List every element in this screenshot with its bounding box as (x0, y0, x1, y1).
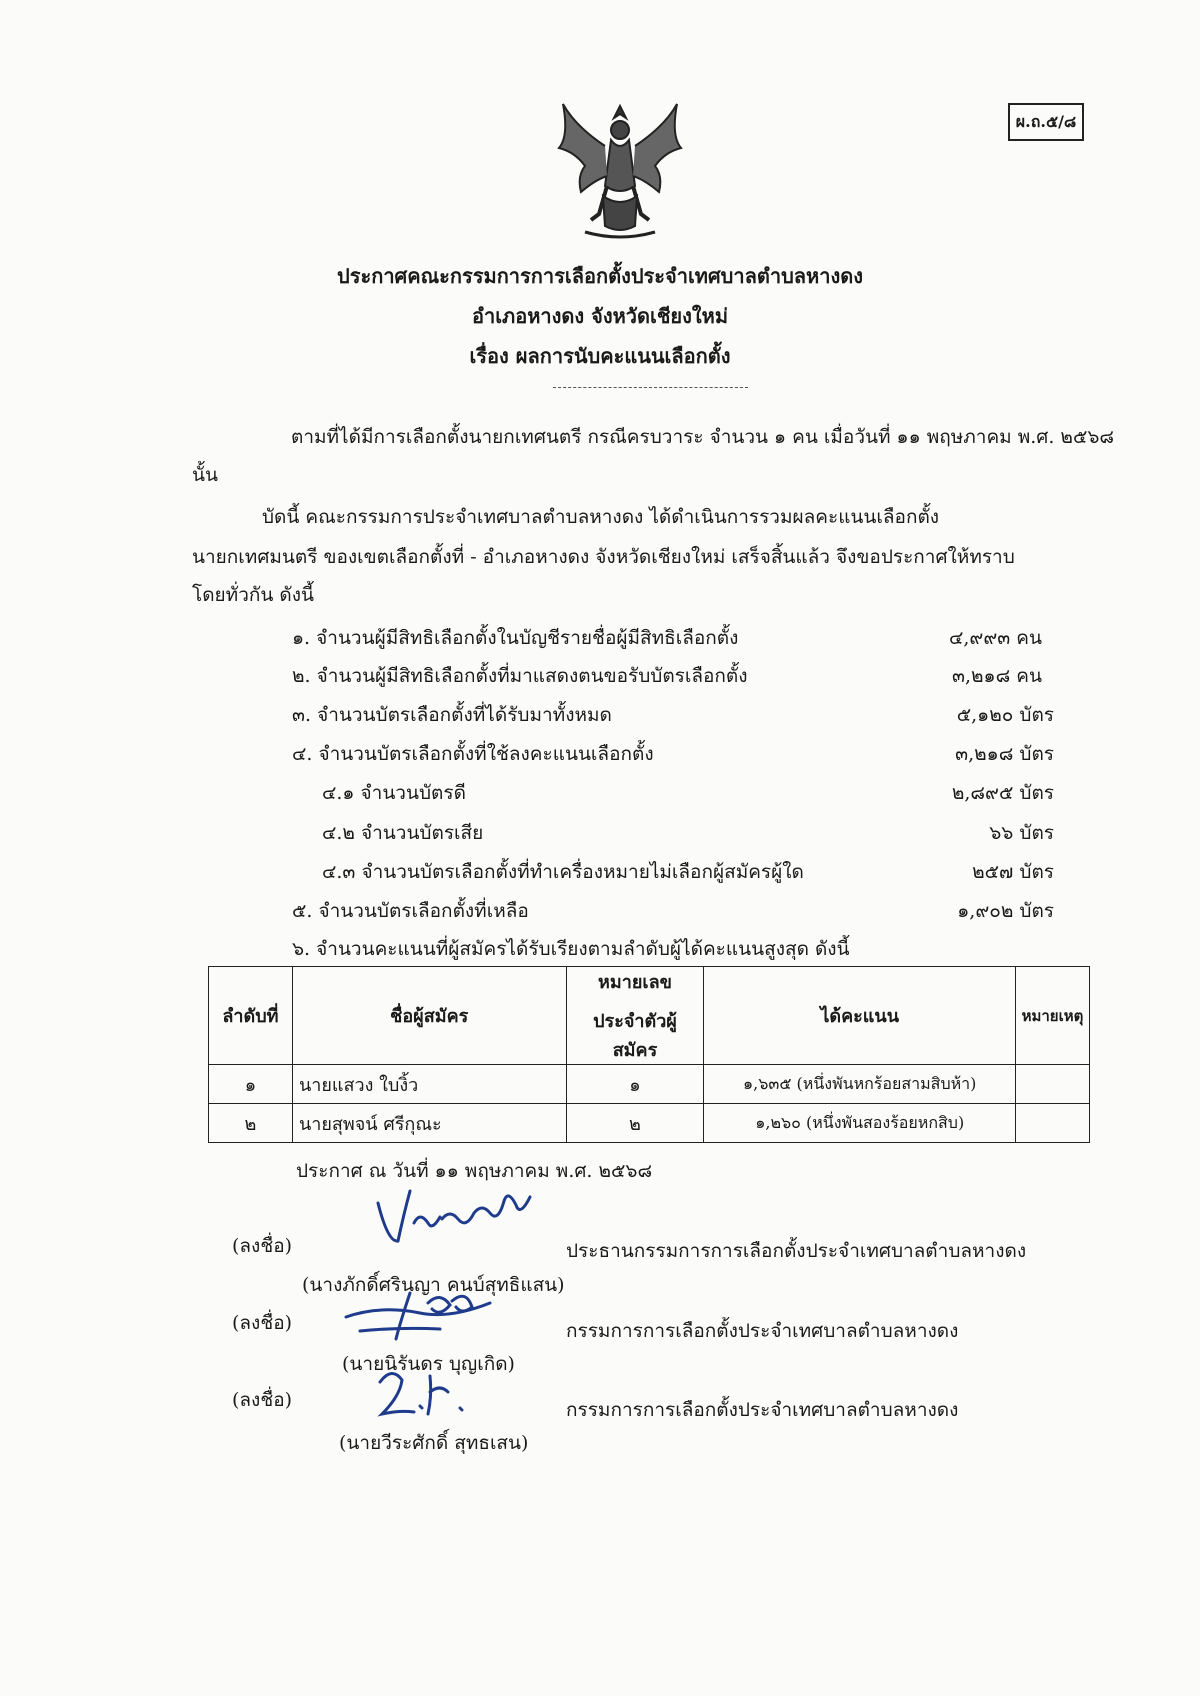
results-table (208, 966, 1090, 1143)
item-value: ๕,๑๒๐ บัตร (956, 704, 1054, 726)
sign-label: (ลงชื่อ) (232, 1312, 293, 1334)
position: กรรมการการเลือกตั้งประจำเทศบาลตำบลหางดง (566, 1320, 959, 1342)
cell-number: ๒ (566, 1104, 704, 1143)
position: ประธานกรรมการการเลือกตั้งประจำเทศบาลตำบลหางดง (566, 1240, 1027, 1262)
header-name: ชื่อผู้สมัคร (292, 967, 566, 1065)
cell-remark (1015, 1104, 1089, 1143)
header-number (566, 967, 704, 1065)
announce-date: ประกาศ ณ วันที่ ๑๑ พฤษภาคม พ.ศ. ๒๕๖๘ (296, 1160, 653, 1182)
item-value: ๓,๒๑๘ บัตร (955, 743, 1054, 765)
cell-score: ๑,๖๓๕ (หนึ่งพันหกร้อยสามสิบห้า) (704, 1065, 1016, 1104)
table-row (209, 1104, 1090, 1143)
cell-number: ๑ (566, 1065, 704, 1104)
district-line: อำเภอหางดง จังหวัดเชียงใหม่ (471, 304, 729, 328)
header-remark: หมายเหตุ (1015, 967, 1089, 1065)
title-divider (553, 387, 748, 388)
item-label: ๕. จำนวนบัตรเลือกตั้งที่เหลือ (292, 900, 529, 922)
signer-name: (นายวีระศักดิ์ สุทธเสน) (339, 1432, 529, 1454)
position: กรรมการการเลือกตั้งประจำเทศบาลตำบลหางดง (566, 1399, 959, 1421)
item-6-heading: ๖. จำนวนคะแนนที่ผู้สมัครได้รับเรียงตามลำดับผู้ได้คะแนนสูงสุด ดังนี้ (292, 938, 850, 960)
cell-name: นายแสวง ใบงิ้ว (292, 1065, 566, 1104)
announcement-title: ประกาศคณะกรรมการการเลือกตั้งประจำเทศบาลตำบลหางดง (337, 264, 863, 288)
sign-label: (ลงชื่อ) (232, 1235, 293, 1257)
item-value: ๔,๙๙๓ คน (949, 627, 1042, 649)
item-value: ๒,๘๙๕ บัตร (951, 782, 1054, 804)
table-row (209, 1065, 1090, 1104)
header-score: ได้คะแนน (704, 967, 1016, 1065)
item-value: ๓,๒๑๘ คน (951, 665, 1042, 687)
signature-committee-2 (370, 1362, 480, 1424)
intro-paragraph-1: ตามที่ได้มีการเลือกตั้งนายกเทศนตรี กรณีครบวาระ จำนวน ๑ คน เมื่อวันที่ ๑๑ พฤษภาคม พ.ศ. ๒๕๖๘ (291, 426, 1115, 448)
item-label: ๔. จำนวนบัตรเลือกตั้งที่ใช้ลงคะแนนเลือกตั้ง (292, 743, 654, 765)
signature-chairman (370, 1183, 540, 1253)
signature-committee-1 (340, 1283, 500, 1343)
header-number-line2: ประจำตัวผู้สมัคร (593, 1011, 677, 1061)
cell-name: นายสุพจน์ ศรีกุณะ (292, 1104, 566, 1143)
item-value: ๖๖ บัตร (989, 822, 1054, 844)
form-code: ผ.ถ.๕/๘ (1008, 103, 1084, 141)
cell-remark (1015, 1065, 1089, 1104)
intro-paragraph-2: บัดนี้ คณะกรรมการประจำเทศบาลตำบลหางดง ได้ดำเนินการรวมผลคะแนนเลือกตั้ง (262, 506, 940, 528)
table-header-row (209, 967, 1090, 1065)
intro-paragraph-2-end: โดยทั่วกัน ดังนี้ (192, 584, 315, 606)
intro-paragraph-2-cont: นายกเทศมนตรี ของเขตเลือกตั้งที่ - อำเภอหางดง จังหวัดเชียงใหม่ เสร็จสิ้นแล้ว จึงขอประกาศให้ทราบ (192, 546, 1015, 568)
cell-order: ๑ (209, 1065, 293, 1104)
item-label: ๑. จำนวนผู้มีสิทธิเลือกตั้งในบัญชีรายชื่อผู้มีสิทธิเลือกตั้ง (292, 627, 739, 649)
cell-score: ๑,๒๖๐ (หนึ่งพันสองร้อยหกสิบ) (704, 1104, 1016, 1143)
item-label: ๒. จำนวนผู้มีสิทธิเลือกตั้งที่มาแสดงตนขอรับบัตรเลือกตั้ง (292, 665, 748, 687)
item-label: ๔.๑ จำนวนบัตรดี (322, 782, 466, 804)
garuda-emblem-icon (555, 96, 685, 246)
item-label: ๔.๓ จำนวนบัตรเลือกตั้งที่ทำเครื่องหมายไม่เลือกผู้สมัครผู้ใด (322, 861, 804, 883)
signer-name: (นางภักดิ์ศรินญา คนบ์สุทธิแสน) (302, 1274, 565, 1296)
header-order: ลำดับที่ (209, 967, 293, 1065)
intro-paragraph-1-cont: นั้น (192, 464, 218, 486)
header-number-line1: หมายเลข (598, 972, 672, 993)
item-value: ๑,๙๐๒ บัตร (957, 900, 1054, 922)
cell-order: ๒ (209, 1104, 293, 1143)
signer-name: (นายนิรันดร บุญเกิด) (342, 1353, 515, 1375)
subject-line: เรื่อง ผลการนับคะแนนเลือกตั้ง (469, 344, 731, 368)
item-label: ๔.๒ จำนวนบัตรเสีย (322, 822, 484, 844)
item-label: ๓. จำนวนบัตรเลือกตั้งที่ได้รับมาทั้งหมด (292, 704, 612, 726)
item-value: ๒๕๗ บัตร (972, 861, 1054, 883)
sign-label: (ลงชื่อ) (232, 1389, 293, 1411)
